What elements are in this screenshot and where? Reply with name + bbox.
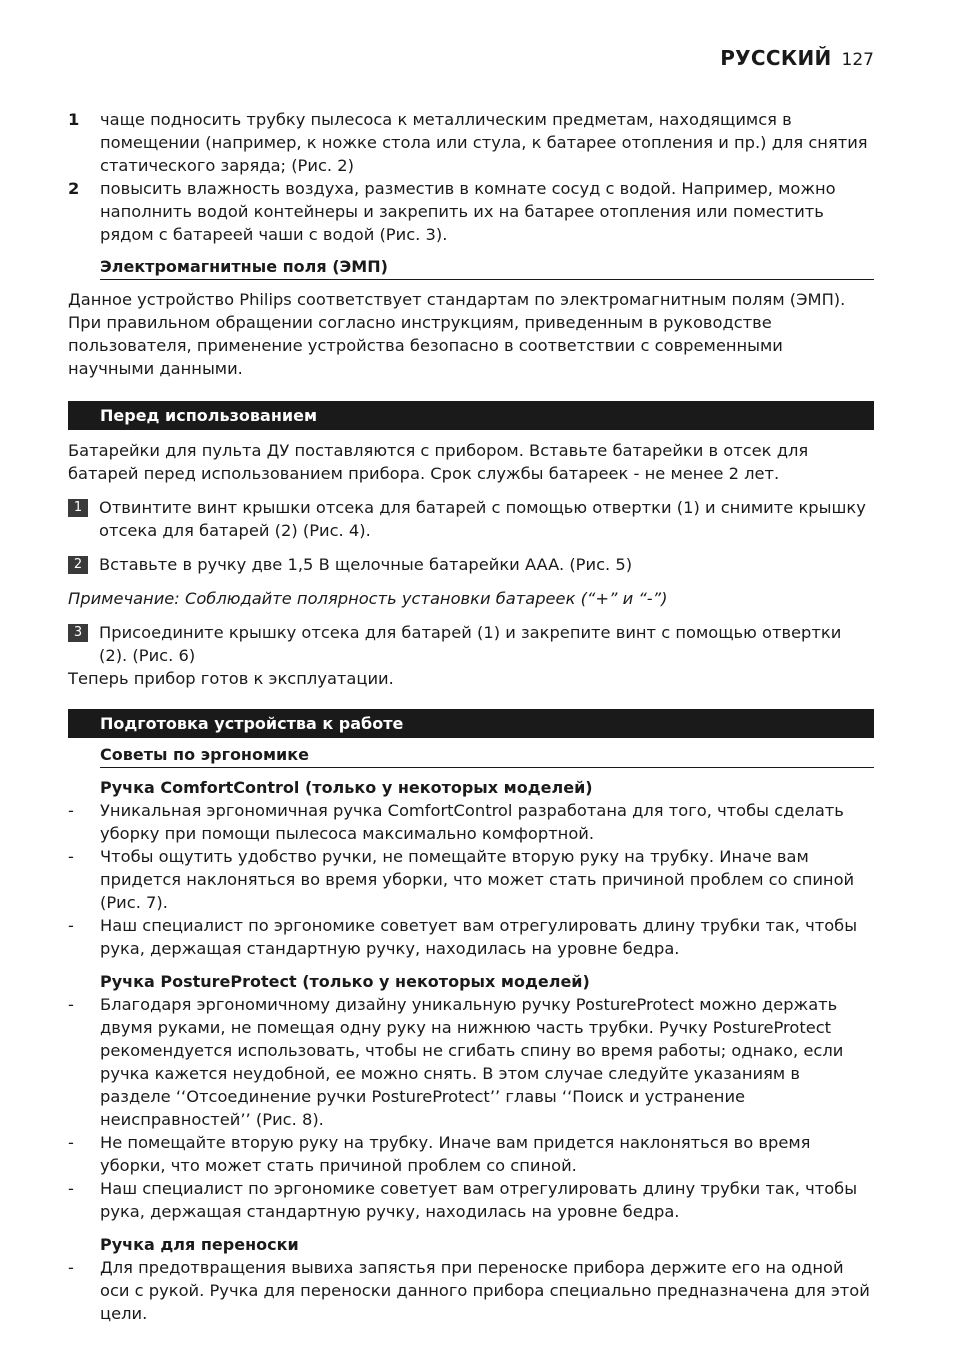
step-text: Отвинтите винт крышки отсека для батарей с помощью отвертки (1) и снимите крышку отсека для батарей (2) (Рис. 4). [99,498,866,540]
list-item: - Наш специалист по эргономике советует вам отрегулировать длину трубки так, чтобы рука, держащая стандартную ручку, находилась на уровне бедра. [68,1179,858,1221]
step-text: Вставьте в ручку две 1,5 В щелочные батарейки AAA. (Рис. 5) [99,555,633,574]
step-3 [68,621,874,667]
list-item: - Чтобы ощутить удобство ручки, не помещайте вторую руку на трубку. Иначе вам придется наклоняться во время уборки, что может стать причиной проблем со спиной (Рис. 7). [68,847,855,912]
intro-list [68,108,874,246]
list-item: 2 повысить влажность воздуха, разместив в комнате сосуд с водой. Например, можно наполнить водой контейнеры и закрепить их на батарее отопления или поместить рядом с батареей чаши с водой (Рис. 3). [68,179,836,244]
step-1 [68,496,874,542]
before-use-paragraph: Батарейки для пульта ДУ поставляются с прибором. Вставьте батарейки в отсек для батарей перед использованием прибора. Срок службы батареек - не менее 2 лет. [68,441,809,483]
list-item: - Наш специалист по эргономике советует вам отрегулировать длину трубки так, чтобы рука, держащая стандартную ручку, находилась на уровне бедра. [68,916,858,958]
emf-heading: Электромагнитные поля (ЭМП) [100,256,874,280]
carry-handle-list [68,1256,874,1325]
postureprotect-heading: Ручка PostureProtect (только у некоторых моделей) [100,972,590,991]
emf-paragraph: Данное устройство Philips соответствует стандартам по электромагнитным полям (ЭМП). При правильном обращении согласно инструкциям, приведенным в руководстве пользователя, применение устройства безопасно в соответствии с современными научными данными. [68,290,846,378]
prep-heading: Подготовка устройства к работе [68,709,874,738]
language-label: РУССКИЙ [720,46,832,70]
page-number: 127 [841,50,874,70]
step-number: 2 [68,556,88,574]
list-item: - Благодаря эргономичному дизайну уникальную ручку PostureProtect можно держать двумя руками, не помещая одну руку на нижнюю часть трубки. Ручку PostureProtect рекомендуется использовать, чтобы не сгибать спину во время работы; однако, если ручка кажется неудобной, ее можно снять. В этом случае следуйте указаниям в разделе ‘‘Отсоединение ручки PostureProtect’’ главы ‘‘Поиск и устранение неисправностей’’ (Рис. 8). [68,995,844,1129]
page-content [68,108,874,1325]
list-item: - Не помещайте вторую руку на трубку. Иначе вам придется наклоняться во время уборки, что может стать причиной проблем со спиной. [68,1133,811,1175]
step-number: 3 [68,624,88,642]
before-use-heading: Перед использованием [68,401,874,430]
comfortcontrol-heading: Ручка ComfortControl (только у некоторых моделей) [100,778,593,797]
step-2 [68,553,874,576]
ready-text: Теперь прибор готов к эксплуатации. [68,669,394,688]
postureprotect-list [68,993,874,1223]
ergonomics-heading: Советы по эргономике [100,744,874,768]
step-text: Присоедините крышку отсека для батарей (1) и закрепите винт с помощью отвертки (2). (Рис. 6) [99,623,842,665]
polarity-note: Примечание: Соблюдайте полярность установки батареек (“+” и “-”) [68,589,668,608]
step-number: 1 [68,499,88,517]
list-item: 1 чаще подносить трубку пылесоса к металлическим предметам, находящимся в помещении (например, к ножке стола или стула, к батарее отопления и пр.) для снятия статического заряда; (Рис. 2) [68,110,868,175]
comfortcontrol-list [68,799,874,960]
page-header [720,46,874,70]
carry-handle-heading: Ручка для переноски [100,1235,299,1254]
list-item: - Уникальная эргономичная ручка ComfortControl разработана для того, чтобы сделать уборку при помощи пылесоса максимально комфортной. [68,801,844,843]
list-item: - Для предотвращения вывиха запястья при переноске прибора держите его на одной оси с рукой. Ручка для переноски данного прибора специально предназначена для этой цели. [68,1258,870,1323]
